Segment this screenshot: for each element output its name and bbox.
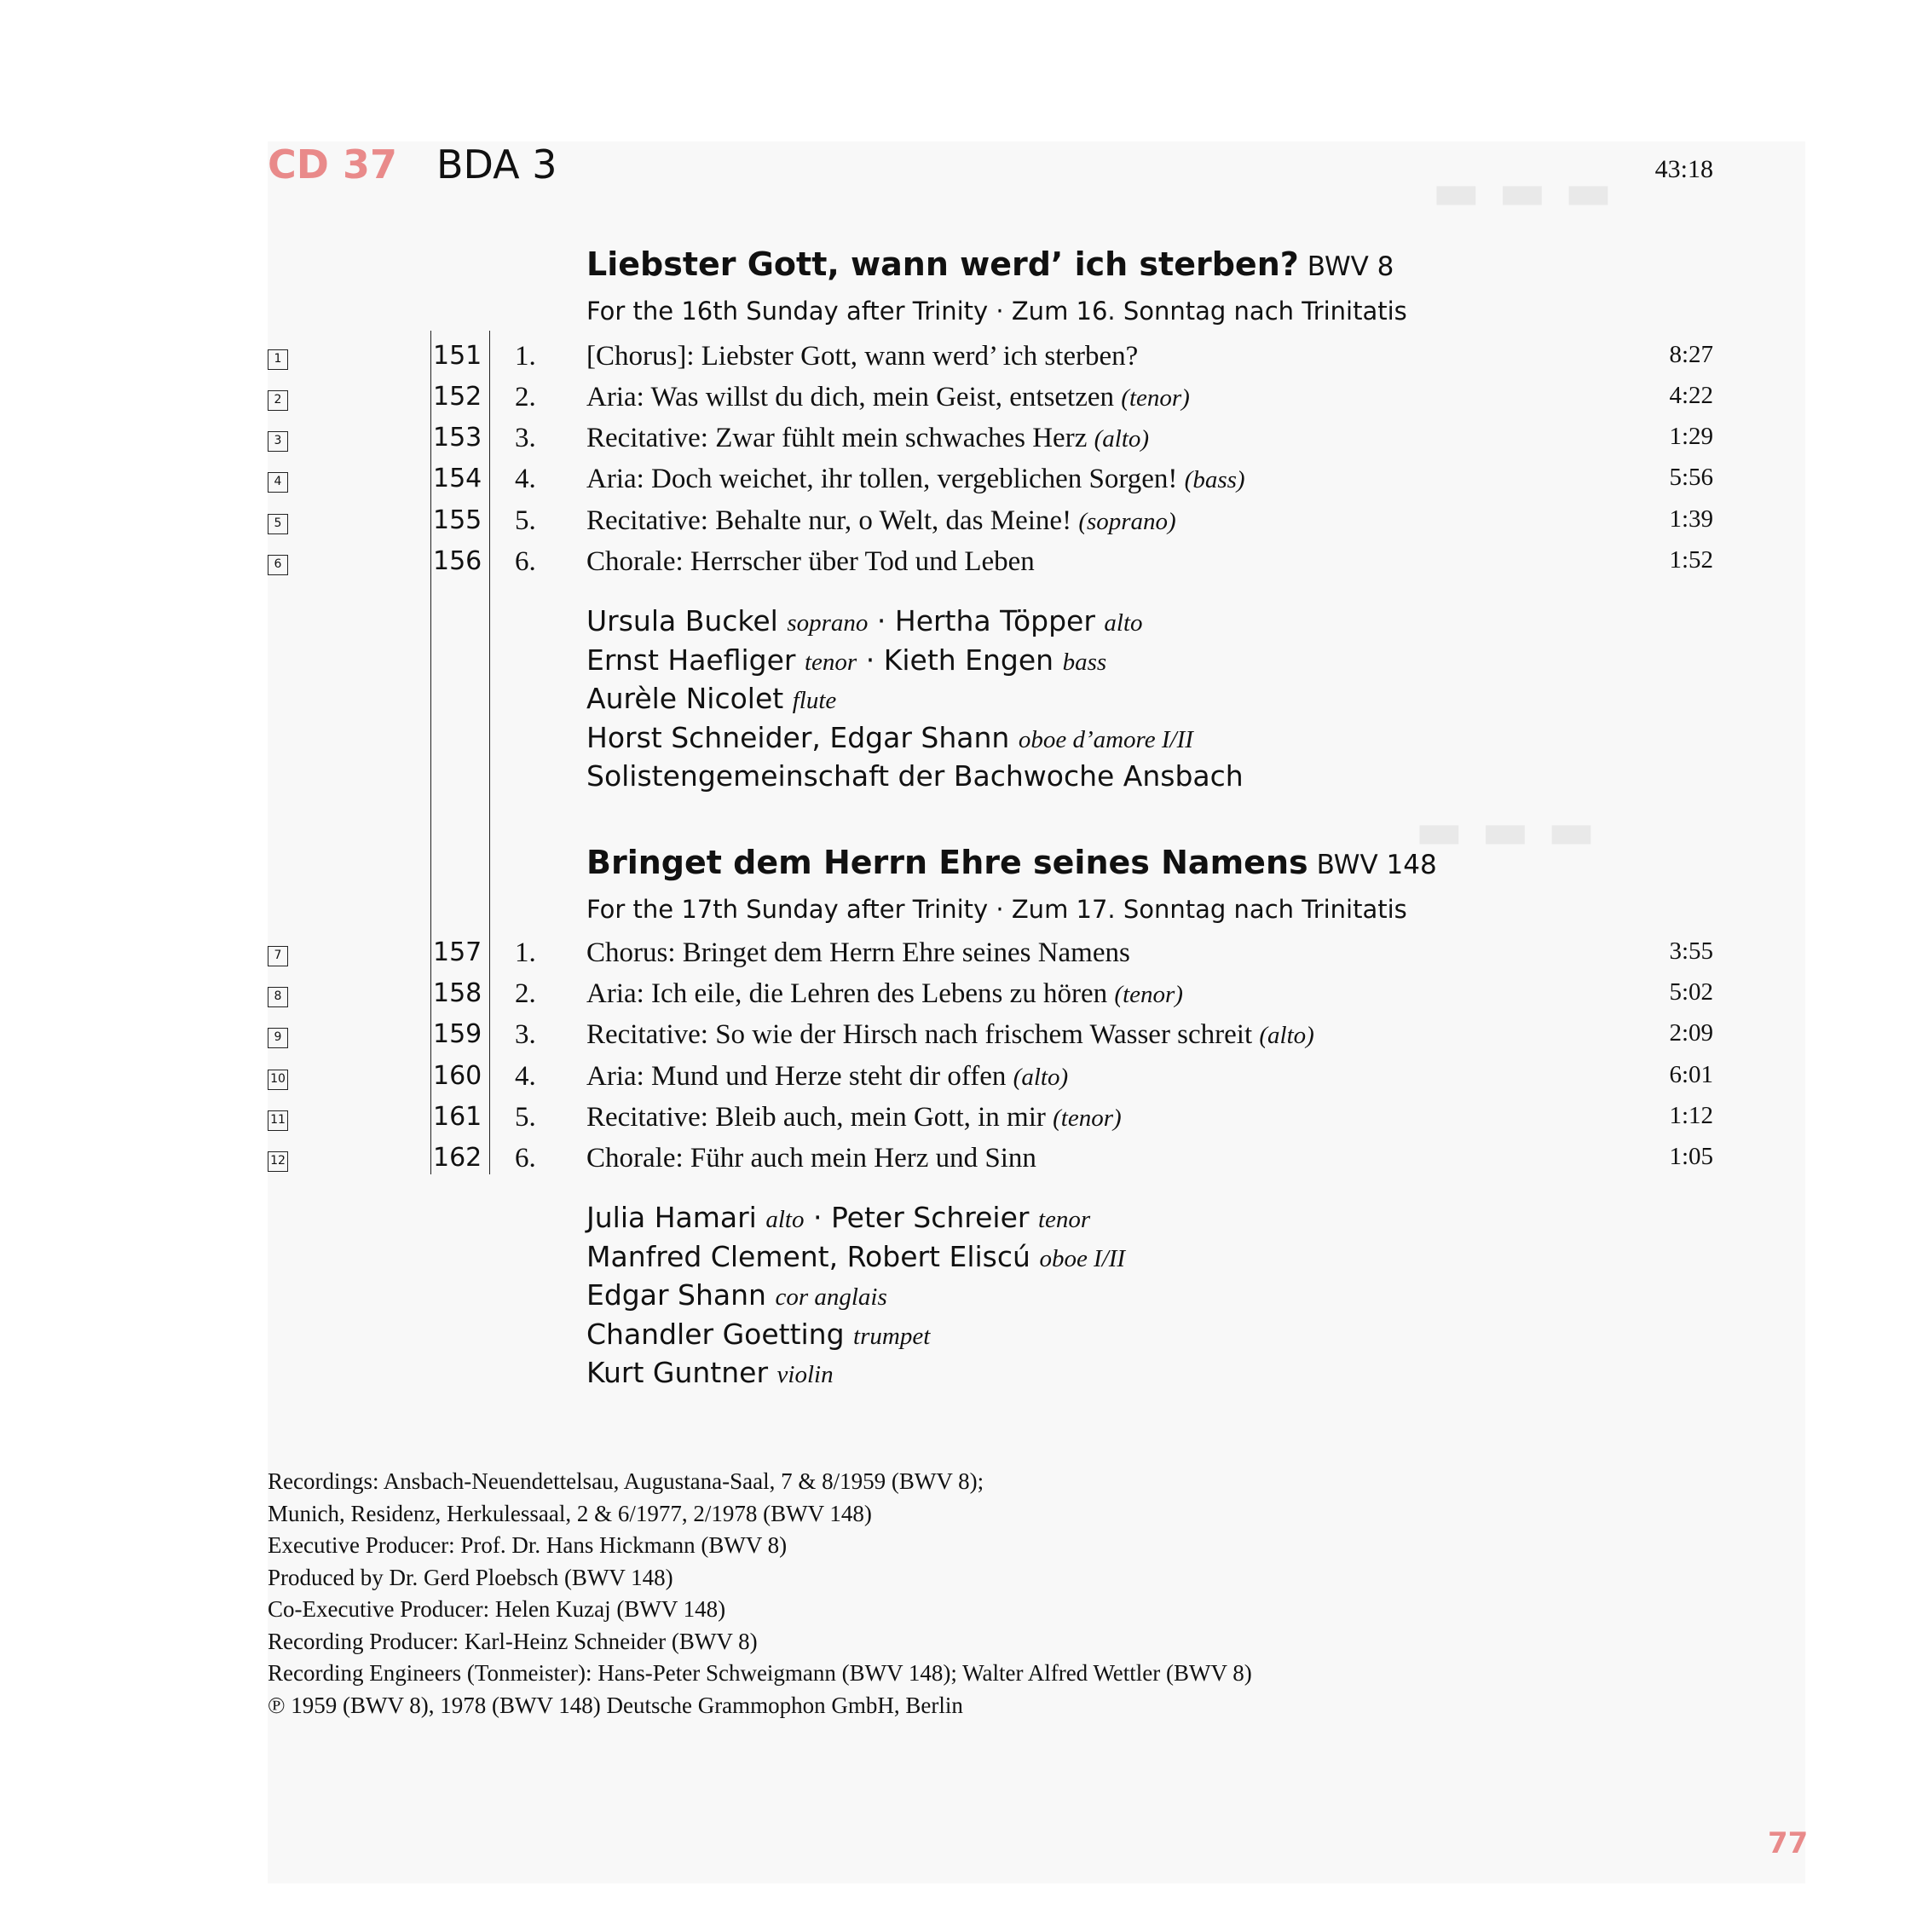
track-index-box: 3	[268, 431, 288, 452]
voice-part: (alto)	[1094, 425, 1150, 453]
track-row[interactable]	[0, 546, 1905, 587]
performer-name: Chandler Goetting	[586, 1317, 845, 1351]
track-number: 154	[433, 464, 482, 493]
performer-line	[586, 1353, 1125, 1393]
track-number: 160	[433, 1061, 482, 1091]
performer-list	[586, 602, 1244, 796]
track-index-box: 8	[268, 987, 288, 1007]
performer-role: cor anglais	[775, 1283, 887, 1311]
credit-line: Co-Executive Producer: Helen Kuzaj (BWV 148)	[268, 1596, 726, 1622]
track-title	[586, 341, 1138, 372]
page-number: 77	[1768, 1826, 1809, 1860]
performer-role: alto	[1104, 609, 1143, 637]
performer-role: tenor	[1037, 1206, 1091, 1233]
track-title	[586, 937, 1130, 969]
performer-role: flute	[792, 687, 837, 714]
performer-name: Kurt Guntner	[586, 1356, 769, 1389]
track-index-box: 5	[268, 514, 288, 534]
performer-line	[586, 718, 1244, 758]
performer-line	[586, 757, 1244, 796]
performer-line	[586, 679, 1244, 718]
track-title	[586, 546, 1035, 578]
performer-line	[586, 1276, 1125, 1315]
movement-number: 6.	[515, 1143, 536, 1174]
track-index-box: 12	[268, 1151, 288, 1172]
track-row[interactable]	[0, 1143, 1905, 1184]
bwv-number: BWV 148	[1316, 850, 1437, 880]
track-index-box: 1	[268, 349, 288, 370]
movement-number: 5.	[515, 1102, 536, 1133]
track-duration: 4:22	[1669, 382, 1713, 409]
track-index-box: 2	[268, 390, 288, 411]
track-title	[586, 978, 1183, 1010]
performer-name: Horst Schneider, Edgar Shann	[586, 720, 1010, 754]
performer-role: oboe I/II	[1039, 1244, 1126, 1272]
credit-line: Recording Producer: Karl-Heinz Schneider (BWV 8)	[268, 1628, 758, 1654]
bwv-number: BWV 8	[1307, 251, 1394, 282]
movement-title: Chorale: Herrscher über Tod und Leben	[586, 546, 1035, 577]
track-row[interactable]	[0, 1019, 1905, 1060]
track-duration: 3:55	[1669, 937, 1713, 965]
movement-number: 4.	[515, 464, 536, 494]
track-duration: 2:09	[1669, 1019, 1713, 1047]
track-title	[586, 1019, 1314, 1051]
voice-part: (alto)	[1259, 1022, 1314, 1049]
performer-name: Kieth Engen	[883, 643, 1054, 677]
performer-line	[586, 1315, 1125, 1354]
track-number: 152	[433, 382, 482, 412]
credit-line: Produced by Dr. Gerd Ploebsch (BWV 148)	[268, 1564, 673, 1590]
track-number: 162	[433, 1143, 482, 1173]
track-row[interactable]	[0, 341, 1905, 382]
work-occasion: For the 16th Sunday after Trinity · Zum 16. Sonntag nach Trinitatis	[586, 297, 1407, 326]
performer-list	[586, 1198, 1125, 1393]
movement-title: Aria: Was willst du dich, mein Geist, entsetzen	[586, 382, 1115, 412]
bda-label: BDA 3	[436, 141, 557, 187]
performer-role: bass	[1062, 648, 1107, 676]
credit-line: ℗ 1959 (BWV 8), 1978 (BWV 148) Deutsche Grammophon GmbH, Berlin	[268, 1692, 963, 1718]
performer-role: violin	[776, 1361, 834, 1388]
performer-name: Peter Schreier	[830, 1201, 1030, 1234]
movement-number: 4.	[515, 1061, 536, 1092]
movement-number: 5.	[515, 505, 536, 536]
performer-line: Julia Hamari alto · Peter Schreier tenor	[586, 1201, 1091, 1234]
track-duration: 5:56	[1669, 464, 1713, 491]
movement-title: Aria: Ich eile, die Lehren des Lebens zu hören	[586, 978, 1108, 1009]
movement-number: 2.	[515, 382, 536, 412]
track-index-box: 6	[268, 555, 288, 575]
track-title	[586, 505, 1176, 537]
track-duration: 1:05	[1669, 1143, 1713, 1170]
track-number: 159	[433, 1019, 482, 1049]
track-row[interactable]	[0, 1061, 1905, 1102]
track-row[interactable]	[0, 505, 1905, 546]
track-title	[586, 1143, 1036, 1174]
movement-number: 1.	[515, 937, 536, 968]
track-duration: 5:02	[1669, 978, 1713, 1006]
track-number: 153	[433, 423, 482, 453]
track-row[interactable]	[0, 937, 1905, 978]
movement-number: 6.	[515, 546, 536, 577]
track-row[interactable]	[0, 978, 1905, 1019]
track-title	[586, 464, 1245, 495]
movement-title: [Chorus]: Liebster Gott, wann werd’ ich sterben?	[586, 341, 1139, 372]
work-title: Bringet dem Herrn Ehre seines Namens BWV 148	[586, 844, 1437, 881]
track-number: 156	[433, 546, 482, 576]
movement-title: Chorus: Bringet dem Herrn Ehre seines Namens	[586, 937, 1130, 968]
track-number: 161	[433, 1102, 482, 1132]
credit-line: Executive Producer: Prof. Dr. Hans Hickmann (BWV 8)	[268, 1532, 788, 1558]
cd-label: CD 37	[268, 141, 397, 187]
movement-title: Aria: Doch weichet, ihr tollen, vergeblichen Sorgen!	[586, 464, 1178, 494]
voice-part: (tenor)	[1053, 1104, 1122, 1132]
voice-part: (tenor)	[1114, 981, 1183, 1008]
performer-role: trumpet	[853, 1322, 931, 1350]
movement-title: Chorale: Führ auch mein Herz und Sinn	[586, 1143, 1036, 1174]
track-duration: 1:12	[1669, 1102, 1713, 1129]
performer-role: oboe d’amore I/II	[1018, 725, 1193, 753]
track-duration: 1:52	[1669, 546, 1713, 574]
track-title	[586, 423, 1149, 454]
work-occasion: For the 17th Sunday after Trinity · Zum 17. Sonntag nach Trinitatis	[586, 895, 1407, 924]
movement-title: Recitative: Behalte nur, o Welt, das Meine!	[586, 505, 1072, 536]
movement-title: Recitative: So wie der Hirsch nach frischem Wasser schreit	[586, 1019, 1253, 1050]
recording-credits	[268, 1466, 1252, 1721]
performer-name: Solistengemeinschaft der Bachwoche Ansbach	[586, 759, 1244, 793]
credit-line: Recording Engineers (Tonmeister): Hans-Peter Schweigmann (BWV 148); Walter Alfred Wettler (BWV 8)	[268, 1660, 1252, 1686]
performer-role: soprano	[787, 609, 869, 637]
performer-name: Hertha Töpper	[894, 604, 1095, 637]
movement-number: 3.	[515, 423, 536, 453]
performer-role: alto	[765, 1206, 805, 1233]
performer-line	[586, 1237, 1125, 1277]
track-row[interactable]	[0, 1102, 1905, 1143]
track-number: 158	[433, 978, 482, 1008]
track-index-box: 7	[268, 946, 288, 966]
performer-line: Ursula Buckel soprano · Hertha Töpper alto	[586, 604, 1143, 637]
total-time: 43:18	[1654, 155, 1713, 183]
movement-number: 3.	[515, 1019, 536, 1050]
voice-part: (bass)	[1184, 466, 1245, 493]
track-number: 151	[433, 341, 482, 371]
movement-title: Recitative: Bleib auch, mein Gott, in mir	[586, 1102, 1046, 1133]
track-row[interactable]	[0, 464, 1905, 505]
track-duration: 1:39	[1669, 505, 1713, 533]
track-index-box: 9	[268, 1028, 288, 1048]
voice-part: (soprano)	[1078, 508, 1176, 535]
performer-name: Aurèle Nicolet	[586, 682, 784, 715]
track-row[interactable]	[0, 382, 1905, 423]
track-number: 157	[433, 937, 482, 967]
performer-name: Manfred Clement, Robert Eliscú	[586, 1239, 1030, 1273]
credit-line: Recordings: Ansbach-Neuendettelsau, Augustana-Saal, 7 & 8/1959 (BWV 8);	[268, 1468, 984, 1494]
movement-title: Recitative: Zwar fühlt mein schwaches Herz	[586, 423, 1088, 453]
track-number: 155	[433, 505, 482, 535]
track-duration: 8:27	[1669, 341, 1713, 368]
performer-name: Edgar Shann	[586, 1278, 766, 1312]
track-duration: 6:01	[1669, 1061, 1713, 1088]
track-title	[586, 382, 1190, 413]
performer-name: Ursula Buckel	[586, 604, 778, 637]
movement-title: Aria: Mund und Herze steht dir offen	[586, 1061, 1007, 1092]
track-index-box: 11	[268, 1110, 288, 1131]
track-title	[586, 1102, 1122, 1133]
credit-line: Munich, Residenz, Herkulessaal, 2 & 6/1977, 2/1978 (BWV 148)	[268, 1500, 872, 1526]
voice-part: (tenor)	[1121, 384, 1190, 412]
performer-role: tenor	[805, 648, 857, 676]
voice-part: (alto)	[1013, 1064, 1069, 1091]
track-index-box: 10	[268, 1070, 288, 1090]
work-title: Liebster Gott, wann werd’ ich sterben? BWV 8	[586, 245, 1394, 283]
performer-name: Ernst Haefliger	[586, 643, 796, 677]
track-duration: 1:29	[1669, 423, 1713, 450]
movement-number: 2.	[515, 978, 536, 1009]
performer-line: Ernst Haefliger tenor · Kieth Engen bass	[586, 643, 1107, 677]
performer-name: Julia Hamari	[586, 1201, 757, 1234]
track-title	[586, 1061, 1068, 1093]
movement-number: 1.	[515, 341, 536, 372]
track-index-box: 4	[268, 472, 288, 493]
track-row[interactable]	[0, 423, 1905, 464]
